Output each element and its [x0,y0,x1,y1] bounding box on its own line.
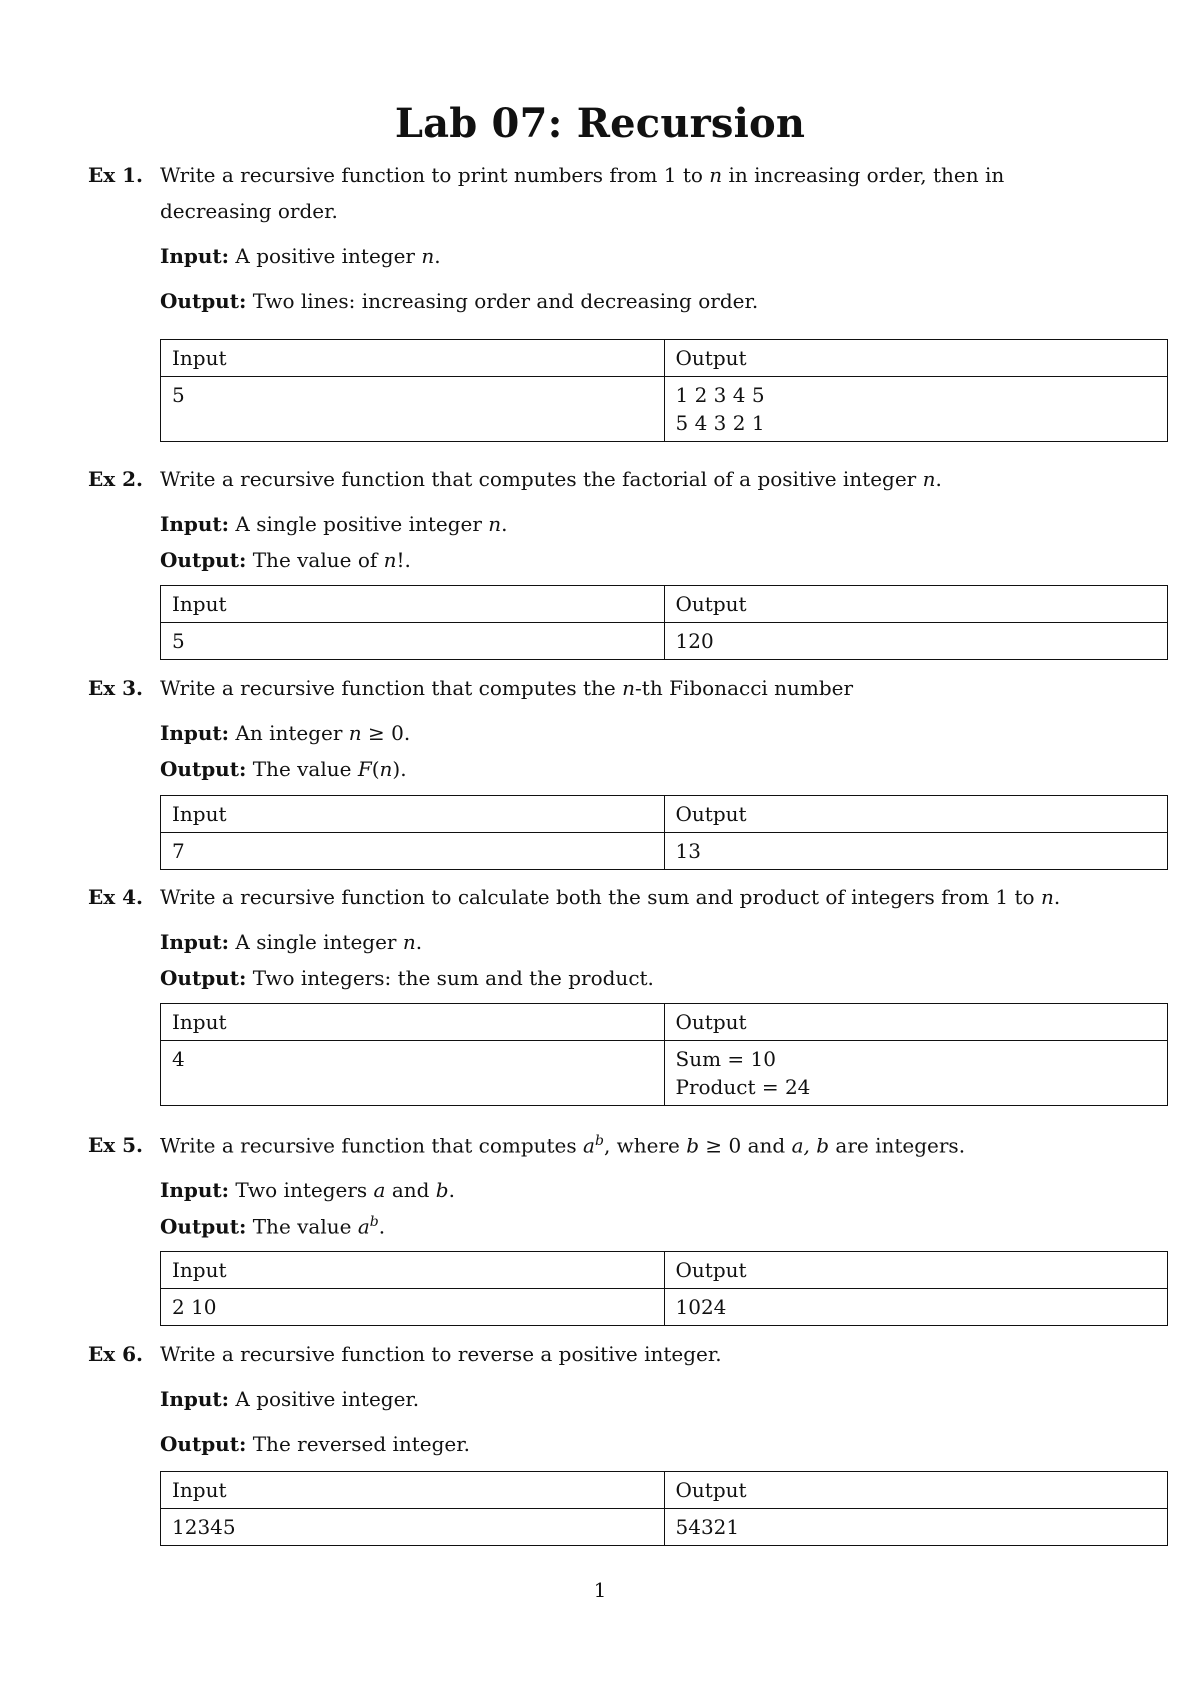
exercise-statement: Write a recursive function to calculate both the sum and product of integers from 1 to n. [160,885,1061,909]
table-header-row [161,1004,1168,1041]
input-description: Input: A single positive integer n. [160,512,508,536]
table-cell-output: Sum = 10 Product = 24 [664,1041,1168,1106]
table-header-input: Input [161,1004,665,1041]
exercise-label: Ex 3. [88,676,144,700]
output-description: Output: The reversed integer. [160,1432,470,1456]
table-row [161,1509,1168,1546]
input-description: Input: An integer n ≥ 0. [160,721,411,745]
io-table [160,585,1168,660]
exercise-label: Ex 6. [88,1342,144,1366]
output-description: Output: Two lines: increasing order and decreasing order. [160,289,759,313]
table-header-output: Output [664,340,1168,377]
table-cell-input: 5 [161,623,665,660]
io-table [160,339,1168,442]
table-cell-input: 4 [161,1041,665,1106]
io-table [160,1251,1168,1326]
io-table [160,795,1168,870]
input-description: Input: Two integers a and b. [160,1178,455,1202]
exercise-label: Ex 4. [88,885,144,909]
io-table [160,1003,1168,1106]
table-cell-input: 5 [161,377,665,442]
table-row [161,1041,1168,1106]
table-row [161,377,1168,442]
table-header-row [161,1472,1168,1509]
exercise-statement-line2: decreasing order. [160,199,338,223]
table-cell-input: 7 [161,833,665,870]
page-number: 1 [593,1578,607,1602]
table-header-input: Input [161,1252,665,1289]
output-description: Output: The value $a^b$. [160,1214,386,1239]
output-description: Output: The value F(n). [160,757,407,781]
exercise-statement: Write a recursive function that computes the n-th Fibonacci number [160,676,854,700]
exercise-statement: Write a recursive function to reverse a positive integer. [160,1342,722,1366]
table-row [161,833,1168,870]
table-header-input: Input [161,1472,665,1509]
table-row [161,1289,1168,1326]
table-header-row [161,586,1168,623]
input-description: Input: A positive integer n. [160,244,441,268]
exercise-label: Ex 2. [88,467,144,491]
table-header-output: Output [664,1004,1168,1041]
table-header-row [161,796,1168,833]
table-header-row [161,340,1168,377]
table-row [161,623,1168,660]
exercise-label: Ex 1. [88,163,144,187]
table-cell-output: 1 2 3 4 5 5 4 3 2 1 [664,377,1168,442]
table-cell-output: 13 [664,833,1168,870]
table-header-output: Output [664,1252,1168,1289]
io-table [160,1471,1168,1546]
table-cell-output: 54321 [664,1509,1168,1546]
table-header-input: Input [161,796,665,833]
output-description: Output: Two integers: the sum and the product. [160,966,654,990]
table-header-output: Output [664,1472,1168,1509]
table-header-output: Output [664,796,1168,833]
table-header-output: Output [664,586,1168,623]
exercise-statement: Write a recursive function that computes $a^b$, where b ≥ 0 and a, b are integers. [160,1133,966,1158]
table-header-input: Input [161,340,665,377]
table-header-input: Input [161,586,665,623]
output-description: Output: The value of n!. [160,548,411,572]
page-title: Lab 07: Recursion [394,100,806,147]
input-description: Input: A single integer n. [160,930,423,954]
table-cell-input: 12345 [161,1509,665,1546]
table-cell-output: 120 [664,623,1168,660]
exercise-label: Ex 5. [88,1133,144,1157]
input-description: Input: A positive integer. [160,1387,420,1411]
table-cell-output: 1024 [664,1289,1168,1326]
exercise-statement: Write a recursive function that computes the factorial of a positive integer n. [160,467,942,491]
table-cell-input: 2 10 [161,1289,665,1326]
table-header-row [161,1252,1168,1289]
exercise-statement: Write a recursive function to print numbers from 1 to n in increasing order, then in [160,163,1005,187]
